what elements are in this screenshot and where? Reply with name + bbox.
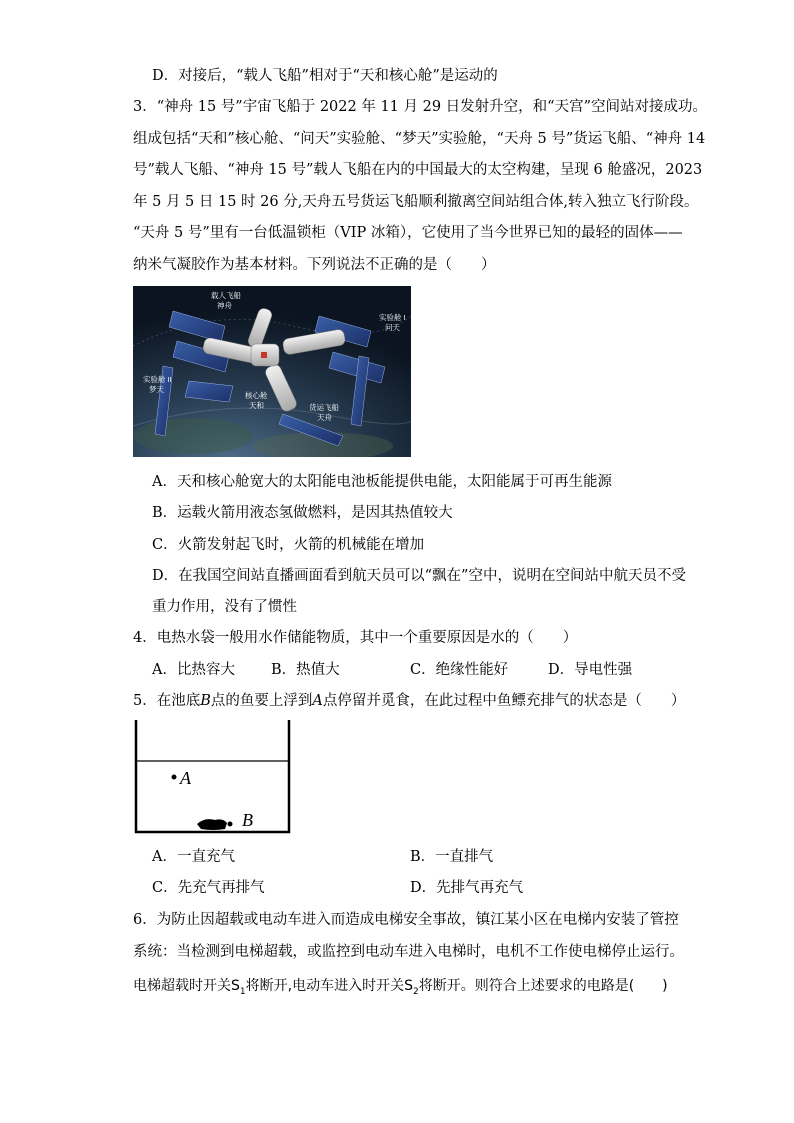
q3-stem-line-4: 年 5 月 5 日 15 时 26 分,天舟五号货运飞船顺利撤离空间站组合体,转入独立飞行阶段。 xyxy=(133,194,699,210)
q6-switch-s1: S xyxy=(231,978,240,994)
q5-point-a: A xyxy=(312,693,323,709)
q2-option-d: D．对接后，“载人飞船”相对于“天和核心舱”是运动的 xyxy=(152,68,498,84)
q3-stem-line-3: 号”载人飞船、“神舟 15 号”载人飞船在内的中国最大的太空构建，呈现 6 舱盛况，2023 xyxy=(133,162,703,178)
q3-option-a: A．天和核心舱宽大的太阳能电池板能提供电能，太阳能属于可再生能源 xyxy=(152,474,612,490)
q3-stem-line-1: 3．“神舟 15 号”宇宙飞船于 2022 年 11 月 29 日发射升空，和“天宫”空间站对接成功。 xyxy=(133,99,708,115)
q6-stem-line-1: 6．为防止因超载或电动车进入而造成电梯安全事故，镇江某小区在电梯内安装了管控 xyxy=(133,912,679,928)
q5-option-d: D．先排气再充气 xyxy=(410,880,524,896)
q5-option-c: C．先充气再排气 xyxy=(152,880,265,896)
label-lab1: 实验舱 I xyxy=(379,313,406,322)
q3-option-b: B．运载火箭用液态氢做燃料，是因其热值较大 xyxy=(152,505,453,521)
q3-stem-line-2: 组成包括“天和”核心舱、“问天”实验舱、“梦天”实验舱，“天舟 5 号”货运飞船、“神舟 14 xyxy=(133,131,706,147)
pond-diagram xyxy=(133,718,293,836)
q6-switch-s1-sub: 1 xyxy=(239,986,246,997)
label-core: 核心舱 xyxy=(245,391,268,400)
label-cargo: 货运飞船 xyxy=(309,403,339,412)
point-b-label: B xyxy=(242,810,253,830)
point-b-dot xyxy=(228,822,233,827)
point-a-label: A xyxy=(180,768,191,788)
label-lab1-name: 问天 xyxy=(385,323,400,332)
q6-stem-line-2: 系统：当检测到电梯超载，或监控到电动车进入电梯时，电机不工作使电梯停止运行。 xyxy=(133,944,684,960)
label-crew-ship-name: 神舟 xyxy=(217,301,232,310)
q5-option-a: A．一直充气 xyxy=(152,849,235,865)
q6-switch-s2-sub: 2 xyxy=(412,986,419,997)
label-cargo-name: 天舟 xyxy=(317,413,332,422)
q3-option-d-line-2: 重力作用，没有了惯性 xyxy=(152,599,297,615)
q5-stem-post: 点停留并觅食，在此过程中鱼鳔充排气的状态是（ ） xyxy=(322,693,686,709)
q5-stem-mid: 点的鱼要上浮到 xyxy=(210,693,313,709)
space-station-illustration xyxy=(133,286,411,457)
point-a-dot xyxy=(172,775,177,780)
q4-option-c: C．绝缘性能好 xyxy=(410,662,509,678)
label-lab2-name: 梦天 xyxy=(149,385,164,394)
q4-option-d: D．导电性强 xyxy=(548,662,633,678)
q4-option-a: A．比热容大 xyxy=(152,662,235,678)
q5-stem-pre: 5．在池底 xyxy=(133,693,201,709)
pond-figure xyxy=(133,718,293,836)
label-lab2: 实验舱 II xyxy=(143,375,172,384)
fish-icon xyxy=(197,819,227,830)
q6-stem-line-3 xyxy=(133,976,668,1002)
q4-option-b: B．热值大 xyxy=(271,662,340,678)
q3-option-d-line-1: D．在我国空间站直播画面看到航天员可以“飘在”空中，说明在空间站中航天员不受 xyxy=(152,568,686,584)
space-station-photo xyxy=(133,286,411,457)
q3-option-c: C．火箭发射起飞时，火箭的机械能在增加 xyxy=(152,537,425,553)
label-crew-ship: 载人飞船 xyxy=(211,291,241,300)
q4-stem: 4．电热水袋一般用水作储能物质，其中一个重要原因是水的（ ） xyxy=(133,630,578,646)
label-core-name: 天和 xyxy=(249,401,264,410)
q5-point-b: B xyxy=(200,693,211,709)
q6-text-b: 将断开,电动车进入时开关 xyxy=(245,978,405,994)
q6-text-a: 电梯超载时开关 xyxy=(133,978,231,994)
q5-stem xyxy=(133,691,685,711)
q5-option-b: B．一直排气 xyxy=(410,849,494,865)
q3-stem-line-6: 纳米气凝胶作为基本材料。下列说法不正确的是（ ） xyxy=(133,257,496,273)
q3-stem-line-5: “天舟 5 号”里有一台低温锁柜（VIP 冰箱），它使用了当今世界已知的最轻的固体—— xyxy=(133,225,683,241)
q6-text-c: 将断开。则符合上述要求的电路是( ) xyxy=(418,978,668,994)
q6-switch-s2: S xyxy=(404,978,413,994)
